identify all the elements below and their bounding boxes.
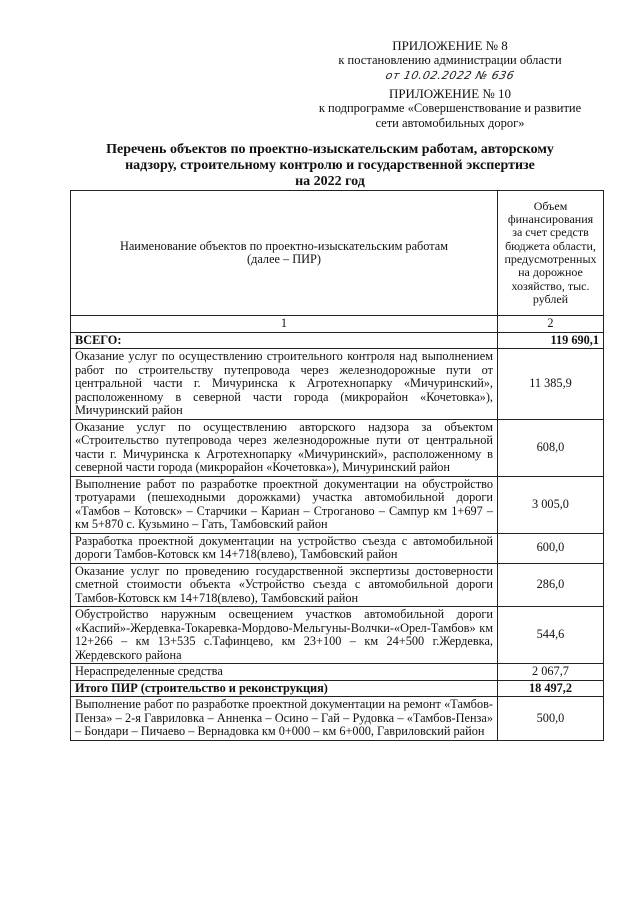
row-value: 500,0 bbox=[498, 697, 604, 741]
appendix-10-ref-line1: к подпрограмме «Совершенствование и развитие bbox=[318, 101, 582, 115]
document-title bbox=[70, 142, 590, 190]
row-value: 600,0 bbox=[498, 533, 604, 563]
table-row bbox=[71, 476, 604, 533]
row-value: 3 005,0 bbox=[498, 476, 604, 533]
row-name: Нераспределенные средства bbox=[71, 664, 498, 681]
total-value: 119 690,1 bbox=[498, 332, 604, 349]
column-number-row bbox=[71, 316, 604, 333]
header-value-cell: Объем финансирования за счет средств бюджета области, предусмотренных на дорожное хозяйство, тыс. рублей bbox=[498, 191, 604, 316]
title-line-2: надзору, строительному контролю и государственной экспертизе bbox=[125, 158, 535, 173]
row-value: 608,0 bbox=[498, 419, 604, 476]
table-row bbox=[71, 349, 604, 420]
row-value: 2 067,7 bbox=[498, 664, 604, 681]
row-name: Обустройство наружным освещением участков автомобильной дороги «Каспий»-Жердевка-Токаревка-Мордово-Мельгуны-Волчки-«Орел-Тамбов» км 12+266 – км 13+535 с.Тафинцево, км 23+100 – км 24+500 г.Жердевка, Жердевского района bbox=[71, 607, 498, 664]
subtotal-label: Итого ПИР (строительство и реконструкция) bbox=[71, 680, 498, 697]
row-name: Выполнение работ по разработке проектной документации на обустройство тротуарами (пешеходными дорожками) участка автомобильной дороги «Тамбов – Котовск» – Старчики – Кариан – Строганово – Сампур км 1+697 – км 5+870 с. Кузьмино – Гать, Тамбовский район bbox=[71, 476, 498, 533]
appendix-10-ref-line2: сети автомобильных дорог» bbox=[375, 116, 525, 130]
row-value: 11 385,9 bbox=[498, 349, 604, 420]
appendix-8-ref: к постановлению администрации области bbox=[338, 53, 562, 67]
header-name-line1: Наименование объектов по проектно-изыскательским работам bbox=[119, 238, 449, 253]
row-name: Разработка проектной документации на устройство съезда с автомобильной дороги Тамбов-Котовск км 14+718(влево), Тамбовский район bbox=[71, 533, 498, 563]
row-name: Оказание услуг по осуществлению авторского надзора за объектом «Строительство путепровода через железнодорожные пути от центральной части г. Мичуринска к Агротехнопарку «Мичуринский», расположенному в северной части города (микрорайон «Кочетовка»), Мичуринский район bbox=[71, 419, 498, 476]
row-name: Выполнение работ по разработке проектной документации на ремонт «Тамбов-Пенза» – 2-я Гавриловка – Анненка – Осино – Гай – Рудовка – «Тамбов-Пенза» – Бондари – Пичаево – Вернадовка км 0+000 – км 6+000, Гавриловский район bbox=[71, 697, 498, 741]
appendix-8-block bbox=[300, 38, 600, 83]
table-row bbox=[71, 563, 604, 607]
table-row bbox=[71, 533, 604, 563]
appendix-10-title: ПРИЛОЖЕНИЕ № 10 bbox=[388, 86, 512, 101]
title-line-1: Перечень объектов по проектно-изыскательским работам, авторскому bbox=[106, 142, 554, 157]
table-row bbox=[71, 419, 604, 476]
header-name-line2: (далее – ПИР) bbox=[247, 252, 321, 266]
column-number-1: 1 bbox=[71, 316, 498, 333]
total-label: ВСЕГО: bbox=[71, 332, 498, 349]
appendix-8-title: ПРИЛОЖЕНИЕ № 8 bbox=[392, 38, 508, 53]
table-row bbox=[71, 664, 604, 681]
table-row bbox=[71, 697, 604, 741]
handwritten-date-number: от 10.02.2022 № 636 bbox=[384, 69, 516, 82]
subtotal-value: 18 497,2 bbox=[498, 680, 604, 697]
subtotal-row bbox=[71, 680, 604, 697]
column-number-2: 2 bbox=[498, 316, 604, 333]
header-row bbox=[71, 191, 604, 316]
row-name: Оказание услуг по проведению государственной экспертизы достоверности сметной стоимости объекта «Устройство съезда с автомобильной дороги Тамбов-Котовск км 14+718(влево), Тамбовский район bbox=[71, 563, 498, 607]
row-value: 544,6 bbox=[498, 607, 604, 664]
appendix-10-block bbox=[300, 86, 600, 131]
row-name: Оказание услуг по осуществлению строительного контроля над выполнением работ по строительству путепровода через железнодорожные пути от центральной части г. Мичуринска к Агротехнопарку «Мичуринский», расположенному в северной части города (микрорайон «Кочетовка»), Мичуринский район bbox=[71, 349, 498, 420]
title-line-3: на 2022 год bbox=[295, 174, 365, 189]
header-name-cell bbox=[71, 191, 498, 316]
total-row bbox=[71, 332, 604, 349]
table-row bbox=[71, 607, 604, 664]
row-value: 286,0 bbox=[498, 563, 604, 607]
objects-table bbox=[70, 190, 604, 741]
